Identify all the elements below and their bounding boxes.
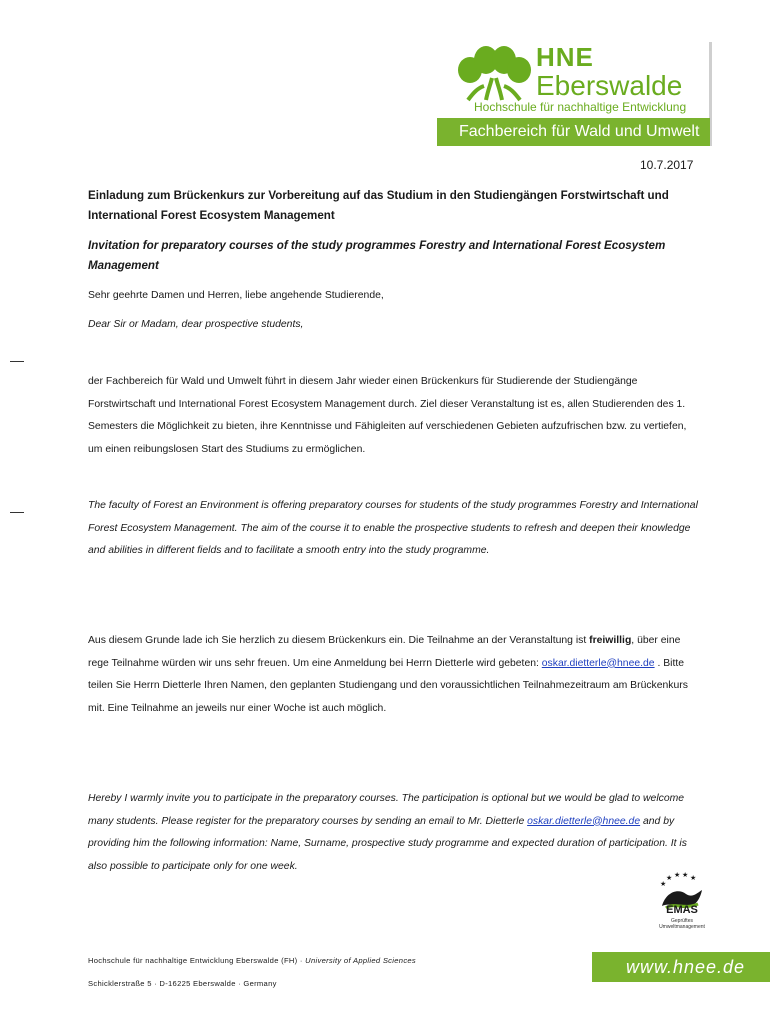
footer-institution — [88, 956, 416, 965]
svg-text:★: ★ — [660, 881, 667, 888]
logo-tagline: Hochschule für nachhaltige Entwicklung — [474, 100, 687, 114]
footer-institution-german: Hochschule für nachhaltige Entwicklung Eberswalde (FH) — [88, 956, 298, 965]
paragraph-2-german-part3: . Bitte teilen Sie Herrn Dietterle Ihren Namen, den geplanten Studiengang und den voraussichtlichen Teilnahmezeitraum am Brückenkurs mit. Eine Teilnahme an jeweils nur einer Woche ist auch möglich. — [88, 657, 688, 714]
paragraph-2-german-part1: Aus diesem Grunde lade ich Sie herzlich zu diesem Brückenkurs ein. Die Teilnahme an der Veranstaltung ist — [88, 635, 590, 646]
svg-text:★: ★ — [674, 872, 681, 879]
paragraph-2-english — [88, 788, 698, 878]
optional-emphasis: freiwillig — [589, 635, 632, 646]
hne-logo — [452, 38, 712, 118]
website-link[interactable]: www.hnee.de — [592, 952, 770, 982]
paragraph-2-german — [88, 630, 698, 720]
svg-text:★: ★ — [690, 875, 697, 882]
department-banner: Fachbereich für Wald und Umwelt — [437, 118, 710, 146]
email-link-german[interactable]: oskar.dietterle@hnee.de — [541, 657, 655, 669]
paragraph-2-english-part1: Hereby I warmly invite you to participate in the preparatory courses. The participation is optional but we would be glad to welcome many students. Please register for the preparatory courses by sending an email to Mr. Dietterle — [88, 793, 685, 827]
svg-text:★: ★ — [666, 875, 673, 882]
greeting-german: Sehr geehrte Damen und Herren, liebe angehende Studierende, — [88, 290, 384, 301]
footer-address: Schicklerstraße 5 · D-16225 Eberswalde · Germany — [88, 979, 277, 988]
paragraph-1-german: der Fachbereich für Wald und Umwelt führt in diesem Jahr wieder einen Brückenkurs für Studierende der Studiengänge Forstwirtschaft und International Forest Ecosystem Management durch. Ziel dieser Veranstaltung ist es, allen Studierenden des 1. Semesters die Möglichkeit zu bieten, ihre Kenntnisse und Fähigleiten auf verschiedenen Gebieten aufzufrischen bzw. zu vertiefen, um einen reibungslosen Start des Studiums zu ermöglichen. — [88, 376, 687, 455]
fold-mark-top — [10, 361, 24, 362]
footer-institution-english: University of Applied Sciences — [305, 956, 417, 965]
title-english: Invitation for preparatory courses of the study programmes Forestry and International Forest Ecosystem Management — [88, 239, 666, 272]
paragraph-2-english-part2: and by providing him the following information: Name, Surname, prospective study programme and expected duration of participation. It is also possible to participate only for one week. — [88, 815, 687, 872]
letter-date: 10.7.2017 — [640, 158, 694, 172]
paragraph-1-english: The faculty of Forest an Environment is offering preparatory courses for students of the study programmes Forestry and International Forest Ecosystem Management. The aim of the course it to enable the prospective students to refresh and deepen their knowledge and abilities in different fields and to facilitate a smooth entry into the study programme. — [88, 500, 698, 556]
emas-subtitle: Geprüftes Umweltmanagement — [659, 918, 705, 930]
paragraph-2-german-part2: , über eine rege Teilnahme würden wir uns sehr freuen. Um eine Anmeldung bei Herrn Dietterle wird gebeten: — [88, 635, 681, 669]
fold-mark-bottom — [10, 512, 24, 513]
logo-short-name: HNE — [536, 42, 594, 72]
email-link-english[interactable]: oskar.dietterle@hnee.de — [527, 815, 641, 827]
emas-label: EMAS — [666, 904, 698, 916]
svg-text:★: ★ — [682, 872, 689, 879]
title-german: Einladung zum Brückenkurs zur Vorbereitung auf das Studium in den Studiengängen Forstwirtschaft und International Forest Ecosystem Management — [88, 189, 669, 222]
logo-city-name: Eberswalde — [536, 70, 683, 101]
greeting-english: Dear Sir or Madam, dear prospective students, — [88, 319, 304, 330]
tree-logo-icon — [456, 42, 532, 104]
footer-separator: · — [297, 956, 306, 965]
